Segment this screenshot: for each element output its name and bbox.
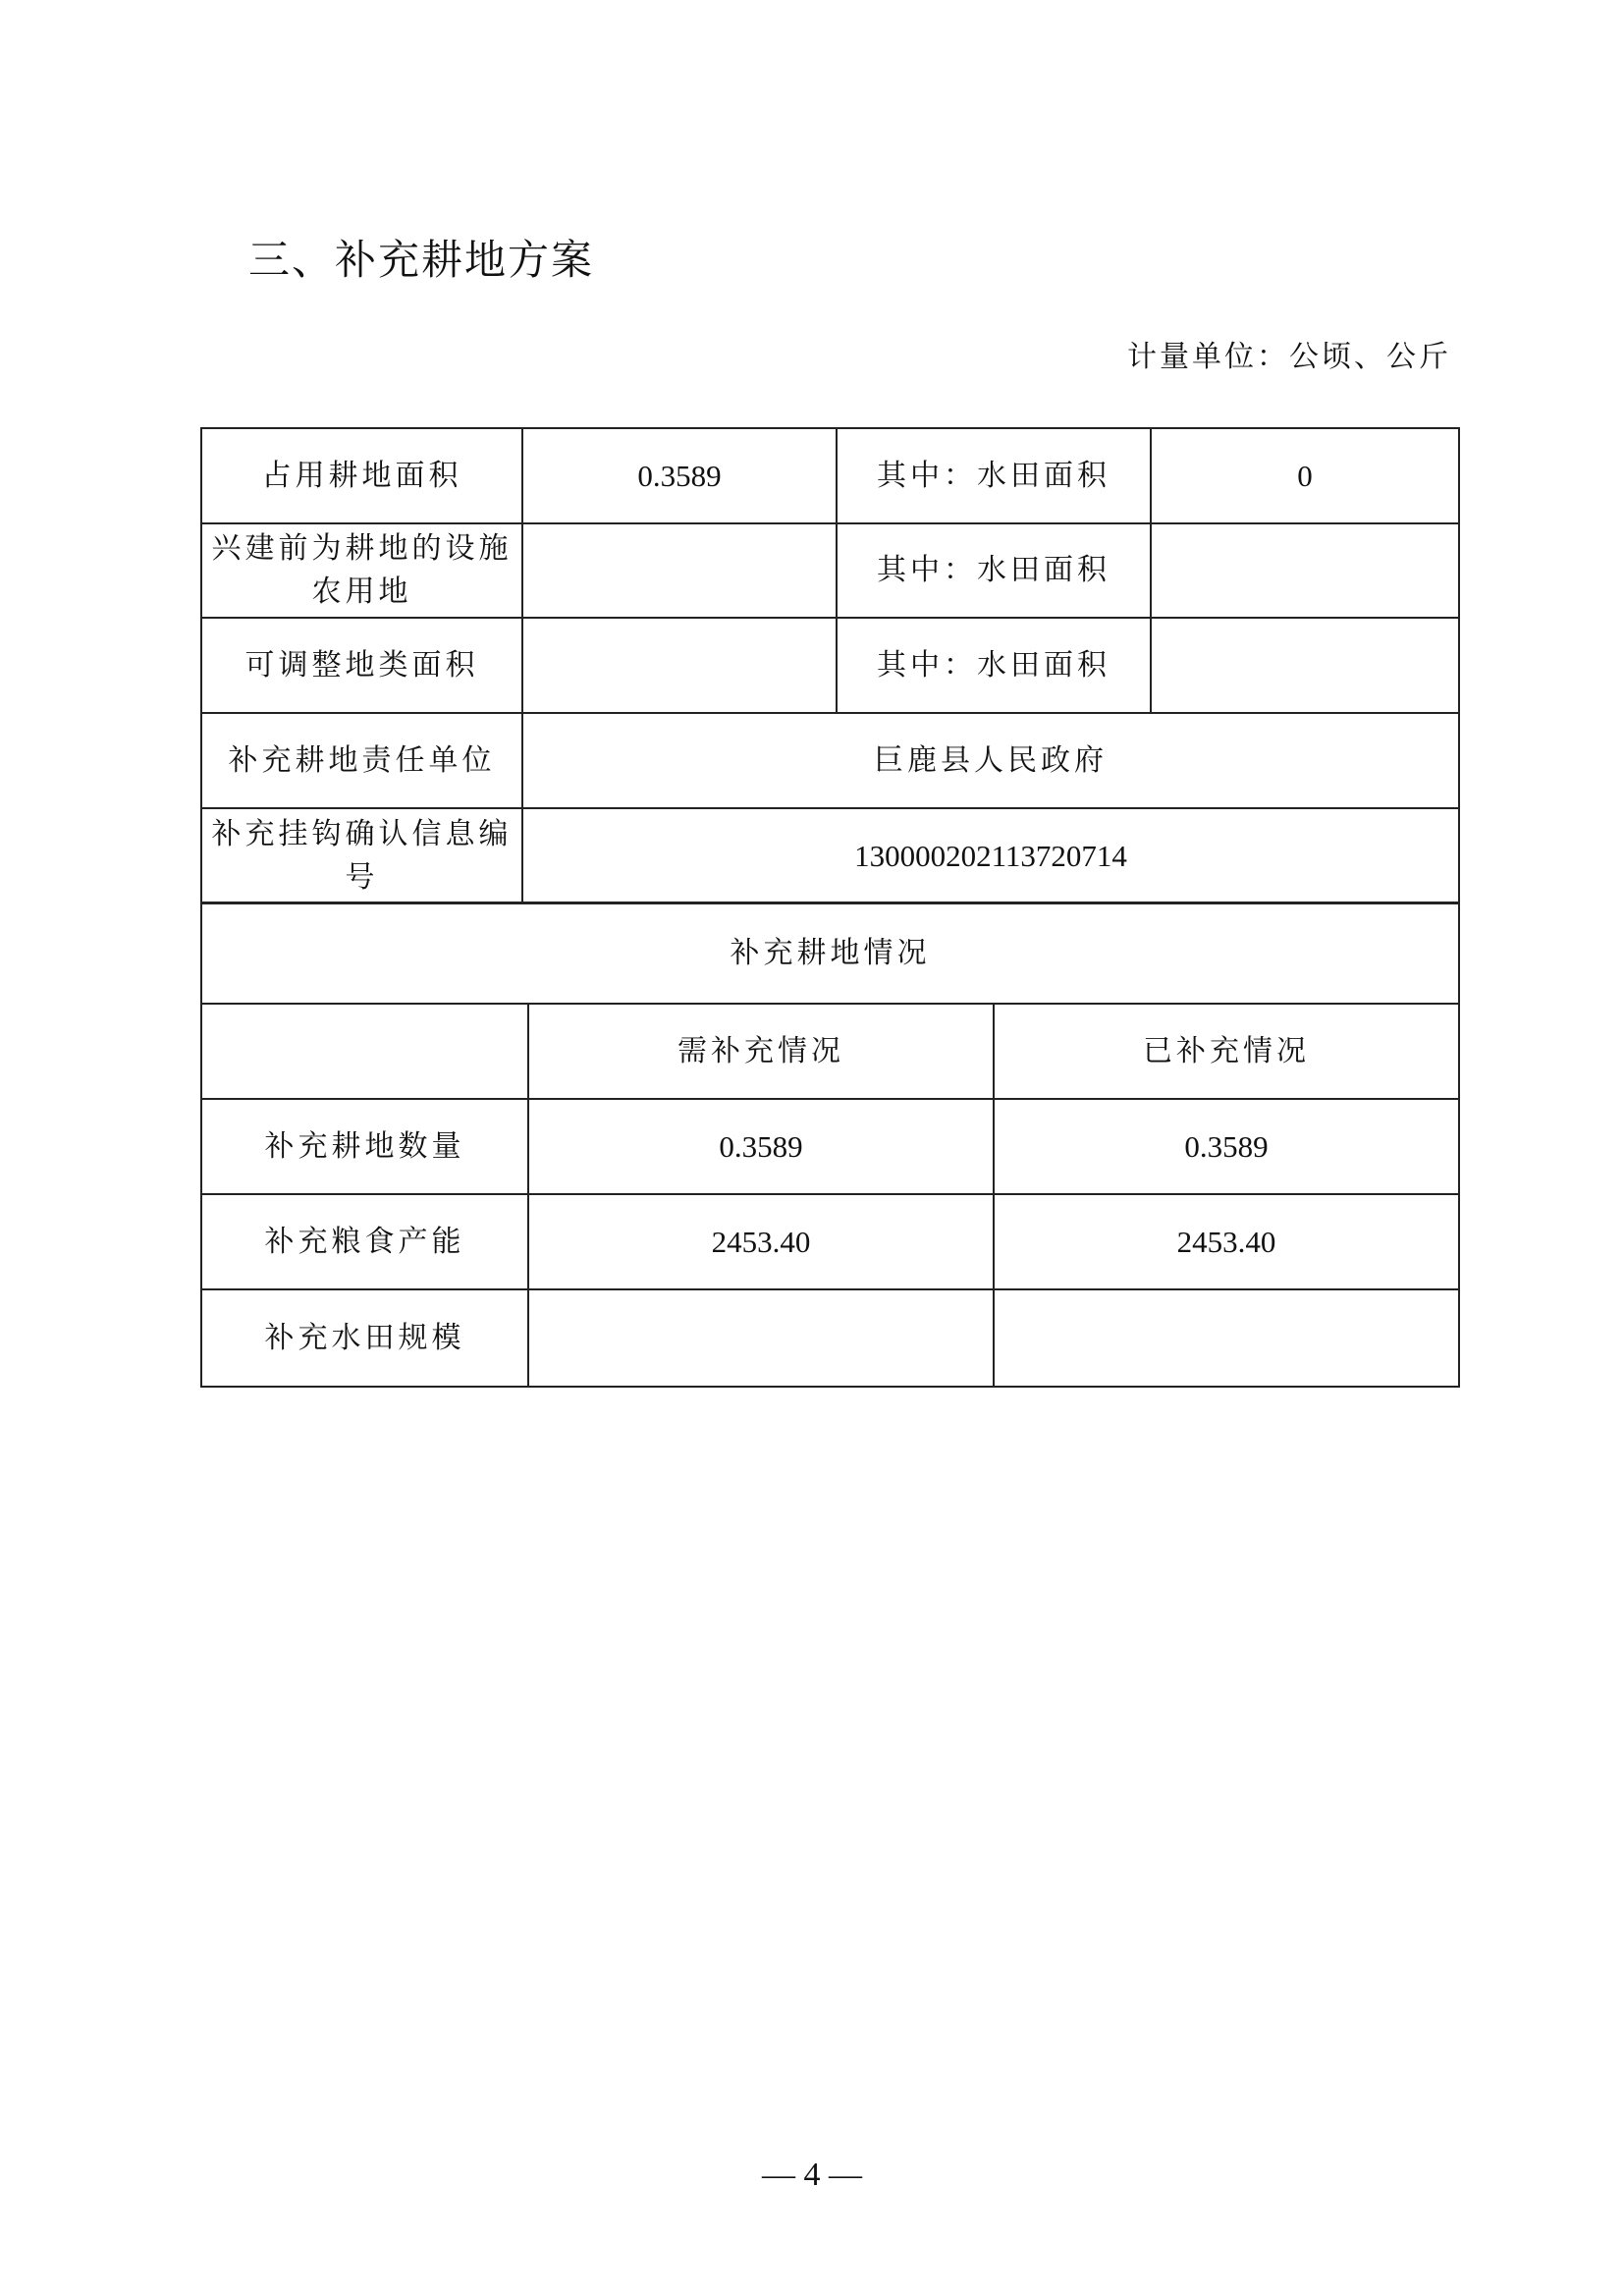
responsible-unit-label: 补充耕地责任单位	[202, 713, 522, 808]
facility-land-label: 兴建前为耕地的设施农用地	[202, 523, 522, 618]
paddy-area-label: 其中：水田面积	[837, 618, 1151, 713]
done-column-header: 已补充情况	[994, 1004, 1458, 1099]
table-row	[202, 618, 1458, 713]
land-occupation-table	[200, 427, 1460, 904]
adjustable-area-value	[522, 618, 837, 713]
paddy-scale-required	[528, 1289, 994, 1386]
table-row	[202, 903, 1458, 1004]
table-row	[202, 1194, 1458, 1289]
adjustable-area-label: 可调整地类面积	[202, 618, 522, 713]
farmland-quantity-required: 0.3589	[528, 1099, 994, 1194]
section-title: 三、补充耕地方案	[248, 236, 595, 284]
table-row	[202, 1004, 1458, 1099]
grain-capacity-done: 2453.40	[994, 1194, 1458, 1289]
grain-capacity-required: 2453.40	[528, 1194, 994, 1289]
responsible-unit-value: 巨鹿县人民政府	[522, 713, 1458, 808]
blank-header-cell	[202, 1004, 528, 1099]
table-row	[202, 523, 1458, 618]
supplement-table	[200, 902, 1460, 1388]
grain-capacity-label: 补充粮食产能	[202, 1194, 528, 1289]
confirmation-no-value: 130000202113720714	[522, 808, 1458, 903]
paddy-area-value	[1151, 523, 1458, 618]
supplement-heading: 补充耕地情况	[202, 903, 1458, 1004]
paddy-scale-label: 补充水田规模	[202, 1289, 528, 1386]
facility-land-value	[522, 523, 837, 618]
paddy-scale-done	[994, 1289, 1458, 1386]
occupied-area-label: 占用耕地面积	[202, 429, 522, 523]
table-row	[202, 1289, 1458, 1386]
occupied-area-value: 0.3589	[522, 429, 837, 523]
paddy-area-label: 其中：水田面积	[837, 429, 1151, 523]
farmland-quantity-label: 补充耕地数量	[202, 1099, 528, 1194]
paddy-area-label: 其中：水田面积	[837, 523, 1151, 618]
table-row	[202, 713, 1458, 808]
table-row	[202, 808, 1458, 903]
required-column-header: 需补充情况	[528, 1004, 994, 1099]
paddy-area-value: 0	[1151, 429, 1458, 523]
page-number: — 4 —	[762, 2157, 862, 2193]
table-row	[202, 429, 1458, 523]
paddy-area-value	[1151, 618, 1458, 713]
table-row	[202, 1099, 1458, 1194]
farmland-quantity-done: 0.3589	[994, 1099, 1458, 1194]
unit-note: 计量单位：公顷、公斤	[1127, 340, 1451, 374]
confirmation-no-label: 补充挂钩确认信息编号	[202, 808, 522, 903]
